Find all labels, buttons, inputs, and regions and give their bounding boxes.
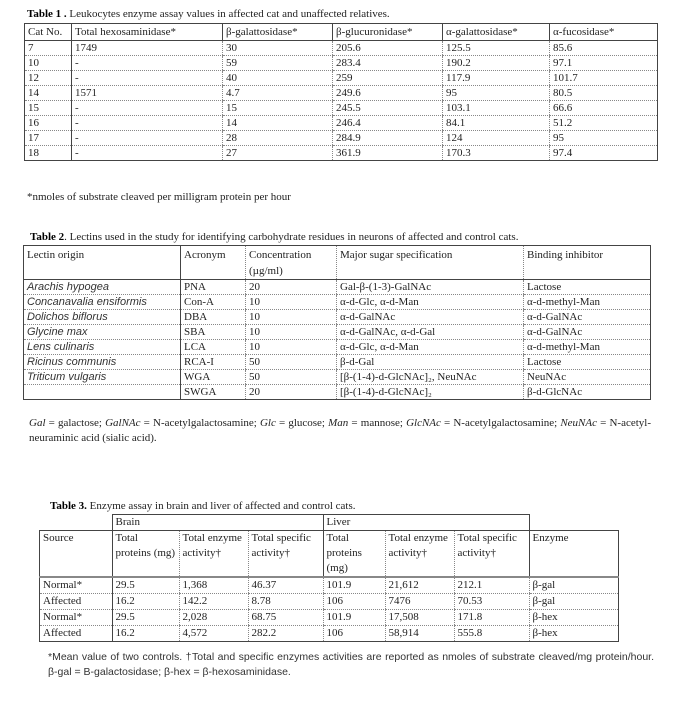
cell: 1571 <box>72 86 223 101</box>
cell: 10 <box>246 310 337 325</box>
cell: Affected <box>40 626 113 642</box>
cell: 8.78 <box>248 594 323 610</box>
col-header: Binding inhibitor <box>524 246 651 280</box>
cell: 28 <box>223 131 333 146</box>
cell: 106 <box>323 626 385 642</box>
cell: 80.5 <box>550 86 658 101</box>
table-header-row <box>40 531 619 578</box>
cell: 40 <box>223 71 333 86</box>
cell: 101.7 <box>550 71 658 86</box>
table1-footnote: *nmoles of substrate cleaved per milligram protein per hour <box>27 191 291 203</box>
table3-caption: Table 3. Enzyme assay in brain and liver of affected and control cats. <box>50 500 356 512</box>
cell: 246.4 <box>333 116 443 131</box>
table-row <box>24 340 651 355</box>
cell: 17,508 <box>385 610 454 626</box>
cell: 1,368 <box>179 577 248 594</box>
cell: 16 <box>25 116 72 131</box>
cell: 21,612 <box>385 577 454 594</box>
col-header: Total hexosaminidase* <box>72 24 223 41</box>
cell: 171.8 <box>454 610 529 626</box>
col-header: Major sugar specification <box>337 246 524 280</box>
col-header: Total specific activity† <box>248 531 323 578</box>
cell: 284.9 <box>333 131 443 146</box>
cell: 16.2 <box>112 626 179 642</box>
col-header: Total proteins (mg) <box>112 531 179 578</box>
cell: Con-A <box>181 295 246 310</box>
table-row <box>40 626 619 642</box>
cell: 7476 <box>385 594 454 610</box>
col-header: Concentration (µg/ml) <box>246 246 337 280</box>
cell: 15 <box>25 101 72 116</box>
cell: 103.1 <box>443 101 550 116</box>
cell: - <box>72 131 223 146</box>
cell: 85.6 <box>550 41 658 56</box>
cell: α-d-Glc, α-d-Man <box>337 340 524 355</box>
cell: - <box>72 146 223 161</box>
cell: 14 <box>223 116 333 131</box>
table-row <box>40 577 619 594</box>
col-header: Enzyme <box>529 531 619 578</box>
col-header: Total enzyme activity† <box>385 531 454 578</box>
cell: Affected <box>40 594 113 610</box>
cell: [β-(1-4)-d-GlcNAc]₂ <box>337 385 524 400</box>
col-header: Cat No. <box>25 24 72 41</box>
table3-footnote: *Mean value of two controls. †Total and specific enzymes activities are reported as nmoles of substrate cleaved/mg protein/hour. β-gal = B-galactosidase; β-hex = β-hexosaminidase. <box>48 651 654 678</box>
cell: β-hex <box>529 626 619 642</box>
group-liver: Liver <box>323 515 529 531</box>
cell: 58,914 <box>385 626 454 642</box>
table-header-row <box>24 246 651 280</box>
cell: 7 <box>25 41 72 56</box>
cell: 50 <box>246 370 337 385</box>
cell: 205.6 <box>333 41 443 56</box>
cell: 95 <box>443 86 550 101</box>
col-header: Total specific activity† <box>454 531 529 578</box>
col-header: Total proteins (mg) <box>323 531 385 578</box>
col-header: α-galattosidase* <box>443 24 550 41</box>
col-header: β-glucuronidase* <box>333 24 443 41</box>
cell: SBA <box>181 325 246 340</box>
cell: 29.5 <box>112 577 179 594</box>
cell: α-d-GalNAc <box>524 325 651 340</box>
table-row <box>24 325 651 340</box>
table-row <box>24 310 651 325</box>
cell: 17 <box>25 131 72 146</box>
cell: 361.9 <box>333 146 443 161</box>
cell: 117.9 <box>443 71 550 86</box>
cell: - <box>72 101 223 116</box>
cell <box>24 385 181 400</box>
table2-footnote: Gal = galactose; GalNAc = N-acetylgalactosamine; Glc = glucose; Man = mannose; GlcNAc = N-acetylgalactosamine; NeuNAc = N-acetyl-neuraminic acid (sialic acid). <box>29 417 651 444</box>
col-header: Acronym <box>181 246 246 280</box>
table3 <box>39 514 619 642</box>
table-row <box>24 370 651 385</box>
col-header: α-fucosidase* <box>550 24 658 41</box>
cell: β-d-GlcNAc <box>524 385 651 400</box>
cell: 68.75 <box>248 610 323 626</box>
table-row <box>25 116 658 131</box>
cell: Concanavalia ensiformis <box>24 295 181 310</box>
cell: Lactose <box>524 280 651 295</box>
cell: NeuNAc <box>524 370 651 385</box>
cell: 1749 <box>72 41 223 56</box>
cell: Lens culinaris <box>24 340 181 355</box>
cell: 59 <box>223 56 333 71</box>
cell: 2,028 <box>179 610 248 626</box>
cell: [β-(1-4)-d-GlcNAc]₂, NeuNAc <box>337 370 524 385</box>
cell: 27 <box>223 146 333 161</box>
cell: Normal* <box>40 577 113 594</box>
cell: 101.9 <box>323 610 385 626</box>
cell: 282.2 <box>248 626 323 642</box>
cell: 97.4 <box>550 146 658 161</box>
cell: 142.2 <box>179 594 248 610</box>
group-brain: Brain <box>112 515 323 531</box>
group-header-row <box>40 515 619 531</box>
table1 <box>24 23 658 161</box>
table-row <box>25 41 658 56</box>
cell: 66.6 <box>550 101 658 116</box>
table-row <box>40 610 619 626</box>
cell: 29.5 <box>112 610 179 626</box>
table-row <box>25 71 658 86</box>
cell: 12 <box>25 71 72 86</box>
cell: 10 <box>25 56 72 71</box>
table-row <box>24 355 651 370</box>
cell: 20 <box>246 385 337 400</box>
cell: Triticum vulgaris <box>24 370 181 385</box>
cell: α-d-GalNAc, α-d-Gal <box>337 325 524 340</box>
col-header: Source <box>40 531 113 578</box>
cell: 106 <box>323 594 385 610</box>
cell: α-d-methyl-Man <box>524 340 651 355</box>
cell: 212.1 <box>454 577 529 594</box>
table-row <box>40 594 619 610</box>
cell: 20 <box>246 280 337 295</box>
table-row <box>25 56 658 71</box>
cell: 124 <box>443 131 550 146</box>
table-row <box>25 86 658 101</box>
cell: α-d-GalNAc <box>524 310 651 325</box>
cell: 283.4 <box>333 56 443 71</box>
table1-caption: Table 1 . Leukocytes enzyme assay values in affected cat and unaffected relatives. <box>27 8 390 20</box>
cell: β-gal <box>529 577 619 594</box>
cell: - <box>72 116 223 131</box>
cell: 16.2 <box>112 594 179 610</box>
cell: β-d-Gal <box>337 355 524 370</box>
cell: α-d-methyl-Man <box>524 295 651 310</box>
cell: 97.1 <box>550 56 658 71</box>
col-header: Total enzyme activity† <box>179 531 248 578</box>
cell: PNA <box>181 280 246 295</box>
cell: 51.2 <box>550 116 658 131</box>
cell: α-d-GalNAc <box>337 310 524 325</box>
cell: 4,572 <box>179 626 248 642</box>
cell: β-hex <box>529 610 619 626</box>
col-header: Lectin origin <box>24 246 181 280</box>
cell: 259 <box>333 71 443 86</box>
cell: 84.1 <box>443 116 550 131</box>
cell: Arachis hypogea <box>24 280 181 295</box>
cell: DBA <box>181 310 246 325</box>
table-row <box>24 295 651 310</box>
cell: Ricinus communis <box>24 355 181 370</box>
cell: 245.5 <box>333 101 443 116</box>
cell: 14 <box>25 86 72 101</box>
table-row <box>25 101 658 116</box>
cell: 10 <box>246 340 337 355</box>
table-row <box>24 385 651 400</box>
cell: 170.3 <box>443 146 550 161</box>
cell: Lactose <box>524 355 651 370</box>
cell: Dolichos biflorus <box>24 310 181 325</box>
table2-caption: Table 2. Lectins used in the study for identifying carbohydrate residues in neurons of affected and control cats. <box>30 231 519 243</box>
cell: 30 <box>223 41 333 56</box>
cell: SWGA <box>181 385 246 400</box>
cell: 50 <box>246 355 337 370</box>
col-header: β-galattosidase* <box>223 24 333 41</box>
cell: α-d-Glc, α-d-Man <box>337 295 524 310</box>
table-row <box>25 131 658 146</box>
cell: LCA <box>181 340 246 355</box>
table-row <box>25 146 658 161</box>
cell: 190.2 <box>443 56 550 71</box>
cell: 70.53 <box>454 594 529 610</box>
cell: 95 <box>550 131 658 146</box>
cell: 10 <box>246 295 337 310</box>
cell: 555.8 <box>454 626 529 642</box>
cell: Normal* <box>40 610 113 626</box>
table2 <box>23 245 651 400</box>
cell: Gal-β-(1-3)-GalNAc <box>337 280 524 295</box>
cell: 10 <box>246 325 337 340</box>
table-row <box>24 280 651 295</box>
cell: - <box>72 71 223 86</box>
cell: 4.7 <box>223 86 333 101</box>
table-header-row <box>25 24 658 41</box>
cell: Glycine max <box>24 325 181 340</box>
cell: - <box>72 56 223 71</box>
cell: 125.5 <box>443 41 550 56</box>
cell: RCA-I <box>181 355 246 370</box>
cell: 249.6 <box>333 86 443 101</box>
cell: β-gal <box>529 594 619 610</box>
cell: 46.37 <box>248 577 323 594</box>
cell: WGA <box>181 370 246 385</box>
cell: 18 <box>25 146 72 161</box>
cell: 101.9 <box>323 577 385 594</box>
cell: 15 <box>223 101 333 116</box>
